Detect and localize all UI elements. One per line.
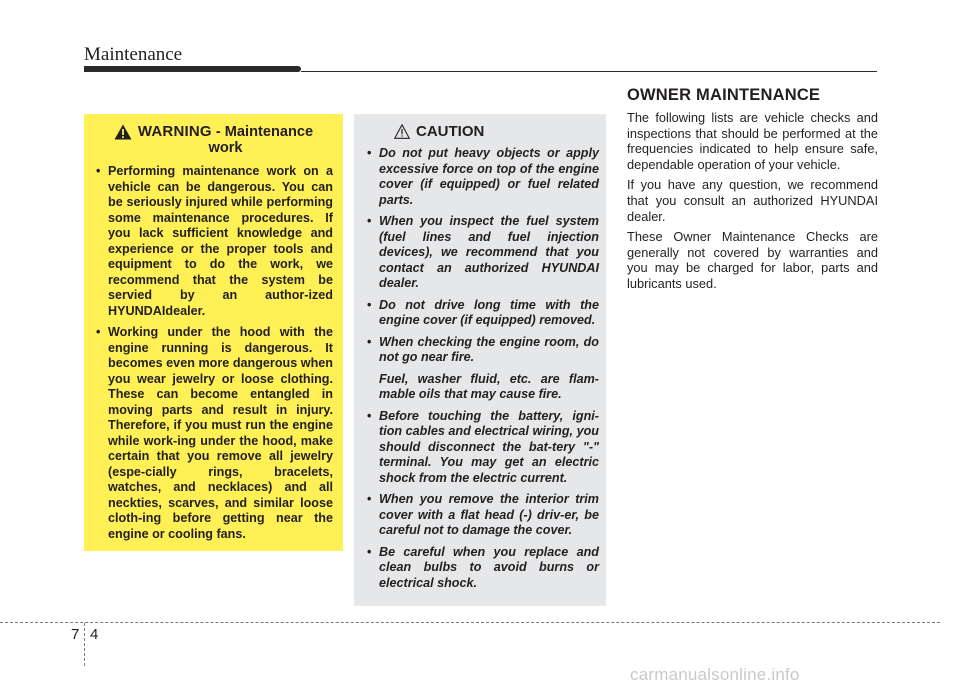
warning-label: WARNING [137, 123, 212, 140]
caution-heading [394, 123, 599, 140]
caution-item: • Before touching the battery, igni-tion cables and electrical wiring, you should disconnect the bat-tery "-" terminal. You may get an electric shock from the electric current. [366, 409, 599, 487]
header-rule-thick [84, 66, 301, 72]
footer-divider [0, 622, 940, 623]
warning-heading [94, 124, 333, 156]
warning-title-line1: Maintenance [224, 124, 314, 140]
section-title: Maintenance [84, 44, 183, 65]
warning-triangle-icon [114, 124, 132, 140]
page-number: 4 [90, 626, 99, 643]
owner-maintenance-body [627, 110, 878, 297]
owner-maintenance-title: OWNER MAINTENANCE [627, 86, 821, 104]
caution-triangle-icon [394, 124, 410, 139]
caution-item [366, 335, 599, 403]
caution-item: • When you inspect the fuel system (fuel lines and fuel injection devices), we recommend that you contact an authorized HYUNDAI dealer. [366, 214, 599, 292]
warning-item: • Performing maintenance work on a vehicle can be dangerous. You can be seriously injured while performing some maintenance procedures. If you lack sufficient knowledge and experience or the proper tools and equipment to do the work, we recommend that the system be servied by an author-ized HYUNDAIdealer. [94, 164, 333, 319]
warning-title-line2: work [208, 140, 243, 156]
watermark: carmanualsonline.info [630, 665, 800, 684]
caution-item-subtext: Fuel, washer fluid, etc. are flam-mable oils that may cause fire. [379, 371, 599, 401]
page-chapter-number: 7 [71, 626, 80, 643]
caution-box [354, 114, 606, 606]
warning-list [94, 164, 333, 542]
header-rule-thin [301, 71, 877, 72]
owner-paragraph: If you have any question, we recommend that you consult an authorized HYUNDAI dealer. [627, 177, 878, 224]
caution-item: • Do not put heavy objects or apply excessive force on top of the engine cover (if equipped) or fuel related parts. [366, 146, 599, 208]
warning-box [84, 114, 343, 551]
caution-item: • When you remove the interior trim cover with a flat head (-) driv-er, be careful not to damage the cover. [366, 492, 599, 539]
caution-label: CAUTION [416, 123, 485, 140]
owner-paragraph: These Owner Maintenance Checks are generally not covered by warranties and you may be charged for labor, parts and lubricants used. [627, 229, 878, 291]
owner-paragraph: The following lists are vehicle checks and inspections that should be performed at the frequencies indicated to help ensure safe, dependable operation of your vehicle. [627, 110, 878, 172]
caution-list [366, 146, 599, 591]
warning-item: • Working under the hood with the engine running is dangerous. It becomes even more dangerous when you wear jewelry or loose clothing. These can become entangled in moving parts and result in injury. Therefore, if you must run the engine while work-ing under the hood, make certain that you remove all jewelry (espe-cially rings, bracelets, watches, and necklaces) and all neckties, scarves, and similar loose cloth-ing before getting near the engine or cooling fans. [94, 325, 333, 542]
footer-vertical-divider [84, 623, 85, 666]
warning-separator: - [215, 124, 221, 140]
caution-item-text: When checking the engine room, do not go near fire. [379, 334, 599, 364]
caution-item: • Be careful when you replace and clean bulbs to avoid burns or electrical shock. [366, 545, 599, 592]
caution-item: • Do not drive long time with the engine cover (if equipped) removed. [366, 298, 599, 329]
